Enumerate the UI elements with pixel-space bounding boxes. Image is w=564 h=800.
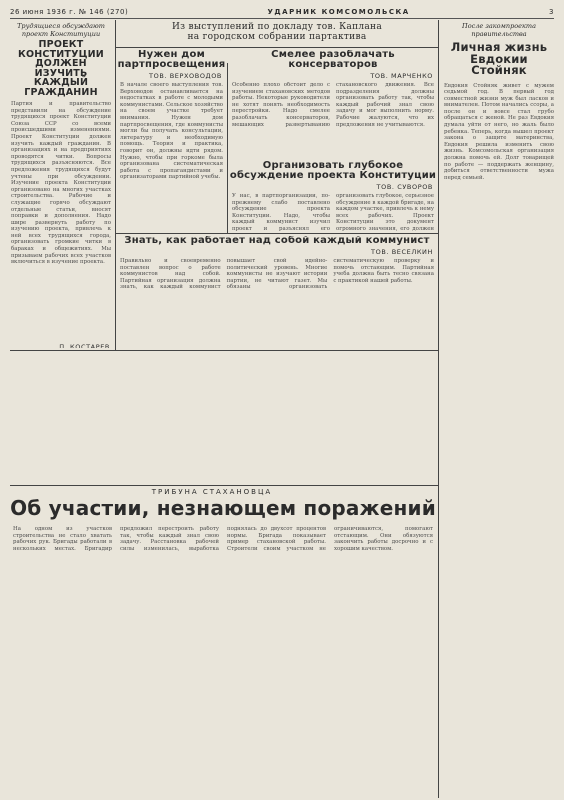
speech-banner [118,22,436,46]
article-a-headline: Нужен дом партпросвещения [117,50,226,70]
newspaper-title: УДАРНИК КОМСОМОЛЬСКА [267,8,410,16]
left-caption: Трудящиеся обсуждают проект Конституции [17,22,105,38]
article-party-education [117,50,226,232]
issue-date: 26 июня 1936 г. № 146 (270) [10,8,129,16]
article-c-headline: Организовать глубокое обсуждение проекта Конституции [229,160,437,181]
right-headline: Личная жизнь Евдокии Стойняк [450,40,548,77]
right-column [441,22,557,797]
article-a-author: ТОВ. ВЕРХОВОДОВ [149,72,222,80]
article-b-author: ТОВ. МАРЧЕНКО [370,72,433,80]
banner-line-1: Из выступлений по докладу тов. Каплана [171,22,383,32]
left-body: Партия и правительство представили на обсуждение трудящихся проект Конституции Союза ССР со всеми происшедшими изменениями. Проект Конституции должен изучить каждый гражданин. В организациях и на предприятиях проводятся читки. Вопросы трудящихся разъясняются. Все предложения трудящихся будут учтены при обсуждении. Изучение проекта Конституции организовано на многих участках строительства. Рабочие и служащие горячо обсуждают отдельные статьи, вносят поправки и дополнения. Надо шире развернуть работу по изучению проекта, привлечь к ней всех трудящихся города, организовать громкие читки в бараках и общежитиях. Мы призываем рабочих всех участков включиться в изучение проекта. [11,101,111,266]
article-a-body: В начале своего выступления тов. Верховодов останавливается на недостатках в работе с молодыми коммунистами. Сельское хозяйство на своем участке требует внимания. Нужен дом партпросвещения, где коммунисты могли бы получать консультации, литературу и необходимую помощь. Теория и практика, говорит он, должны идти рядом. Нужно, чтобы при горкоме была организована систематическая работа с пропагандистами и организаторами партийной учебы. [120,82,223,181]
article-b-body: Особенно плохо обстоит дело с изучением стахановских методов работы. Некоторые руководители не хотят понять необходимость перестройки. Надо смелее разоблачать консерваторов, мешающих развертыванию стахановского движения. Все подразделения должны организовать работу так, чтобы каждый рабочий знал свою задачу и мог выполнить норму. Рабочие жалуются, что их предложения не учитываются. [232,82,434,128]
article-conservatives [229,50,437,232]
right-caption: После закомпроекта правительства [462,22,536,38]
page-number: 3 [549,8,554,16]
article-d-body: Правильно и своевременно поставлен вопрос о работе коммунистов над собой. Партийная организация должна знать, как каждый коммунист повышает свой идейно-политический уровень. Многие коммунисты не изучают истории партии, не читают газет. Мы обязаны организовать систематическую проверку и помочь отстающим. Партийная учеба должна быть тесно связана с практикой нашей работы. [120,258,434,291]
article-b-headline: Смелее разоблачать консерваторов [271,50,395,70]
article-c-body: У нас, в партпорганизации, по-прежнему слабо поставлено обсуждение проекта Конституции. Надо, чтобы каждый коммунист изучил проект и разъяснял его организовать глубокое, серьезное обсуждение в каждой бригаде, на каждом участке, привлечь к нему всех рабочих. Проект Конституции это документ огромного значения, его должен [232,193,434,232]
stakhanov-headline: Об участии, незнающем поражений [10,496,436,520]
article-communist-self-work [117,236,437,348]
stakhanov-body: На одном из участков строительства не стало хватать рабочих рук. Бригады работали в нескольких местах. Бригадир предложил перестроить работу так, чтобы каждый знал свою задачу. Расстановка рабочей силы изменилась, выработка поднялась до двухсот процентов нормы. Бригада показывает пример стахановской работы. Строители своим участком не ограничиваются, помогают отстающим. Они обязуются закончить работы досрочно и с хорошим качеством. [13,526,433,552]
right-body: Евдокия Стойняк живет с мужем седьмой год. В первый год совместной жизни муж был ласков и внимателен. Потом начались ссоры, а после он и вовсе стал грубо обращаться с женой. Не раз Евдокия думала уйти от него, но жаль было ребенка. Теперь, когда вышел проект закона о защите материнства, Евдокия решила изменить свою жизнь. Комсомольская организация должна помочь ей. Долг товарищей по работе — поддержать женщину, добиться ответственности мужа перед семьей. [444,82,554,181]
left-headline: ПРОЕКТ КОНСТИТУЦИИ ДОЛЖЕН ИЗУЧИТЬ КАЖДЫЙ ГРАЖДАНИН [18,39,104,98]
article-c-author: ТОВ. СУВОРОВ [376,183,433,191]
stakhanov-rubric: ТРИБУНА СТАХАНОВЦА [151,488,273,496]
banner-line-2: на городском собрании партактива [187,32,367,42]
masthead [10,6,554,19]
article-d-author: ТОВ. ВЕСЕЛКИН [371,248,433,256]
article-d-headline: Знать, как работает над собой каждый коммунист [124,236,430,246]
left-author: П. КОСТАРЕВ [59,343,110,348]
left-column [8,22,114,348]
stakhanov-article [10,496,436,796]
